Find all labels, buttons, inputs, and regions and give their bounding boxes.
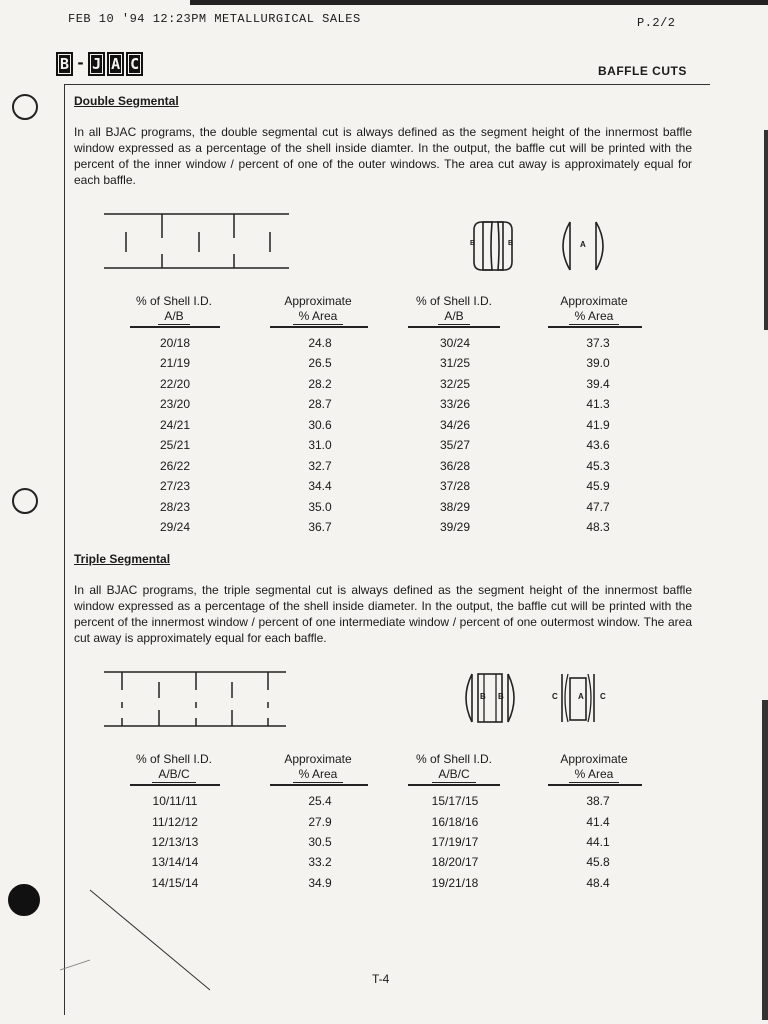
page-number: T-4 [372,972,390,986]
table-cell: 31/25 [439,356,471,370]
table-cell: 30.6 [308,418,332,432]
double-diagram-label-a: A [580,240,586,249]
table-cell: 26/22 [159,459,191,473]
double-col1-header [118,294,230,325]
table-cell: 47.7 [586,500,610,514]
table-cell: 28/23 [159,500,191,514]
table-cell: 32/25 [439,377,471,391]
triple-baffle-b-diagram [460,668,522,730]
triple-diagram-label-c: C [552,692,558,701]
double-header-rule [130,326,220,328]
triple-diagram-label-b: B [498,692,504,701]
table-cell: 31.0 [308,438,332,452]
triple-header-rule [270,784,368,786]
table-cell: 39.0 [586,356,610,370]
fax-page-count: P.2/2 [637,16,676,30]
table-cell: 36/28 [439,459,471,473]
table-cell: 21/19 [159,356,191,370]
table-cell: 38/29 [439,500,471,514]
table-cell: 30/24 [439,336,471,350]
triple-header-rule [408,784,500,786]
col-header-line: % of Shell I.D. [415,294,493,308]
table-cell: 34/26 [439,418,471,432]
table-cell: 22/20 [159,377,191,391]
table-cell: 39/29 [439,520,471,534]
triple-header-rule [130,784,220,786]
fax-top-bar [190,0,768,5]
table-cell: 48.3 [586,520,610,534]
table-cell: 41.9 [586,418,610,432]
table-cell: 14/15/14 [151,876,199,890]
table-cell: 45.3 [586,459,610,473]
table-cell: 45.9 [586,479,610,493]
table-cell: 35.0 [308,500,332,514]
col-header-line: A/B [158,309,189,325]
double-header-rule [548,326,642,328]
section-label: BAFFLE CUTS [598,64,687,78]
logo-letter: A [107,52,124,76]
table-cell: 32.7 [308,459,332,473]
table-cell: 33/26 [439,397,471,411]
col-header-line: % Area [569,767,620,783]
table-cell: 16/18/16 [431,815,479,829]
table-cell: 35/27 [439,438,471,452]
col-header-line: Approximate [560,752,628,766]
double-segmental-heading: Double Segmental [74,94,179,108]
double-segmental-paragraph: In all BJAC programs, the double segmental cut is always defined as the segment height of the innermost baffle window expressed as a percentage of the shell inside diamter. In the output, the baffle cut will be printed with the percent of the inner window / percent of one of the outer windows. The area cut away is approximately equal for each baffle. [74,125,692,187]
col-header-line: % Area [569,309,620,325]
table-cell: 27.9 [308,815,332,829]
table-cell: 30.5 [308,835,332,849]
col-header-line: A/B/C [152,767,195,783]
col-header-line: Approximate [284,294,352,308]
table-cell: 25.4 [308,794,332,808]
col-header-line: % Area [293,309,344,325]
table-cell: 43.6 [586,438,610,452]
triple-diagram-label-b: B [480,692,486,701]
double-header-rule [270,326,368,328]
triple-col3-header [398,752,510,783]
table-cell: 27/23 [159,479,191,493]
col-header-line: % of Shell I.D. [415,752,493,766]
col-header-line: Approximate [560,294,628,308]
triple-col2-header [262,752,374,783]
triple-header-rule [548,784,642,786]
table-cell: 45.8 [586,855,610,869]
table-cell: 19/21/18 [431,876,479,890]
fax-artifact-lines [60,880,220,1000]
table-cell: 11/12/12 [152,815,198,829]
triple-baffle-side-diagram [104,668,286,730]
table-cell: 41.4 [586,815,610,829]
table-cell: 18/20/17 [431,855,479,869]
table-cell: 41.3 [586,397,610,411]
logo-letter: - [76,54,86,72]
col-header-line: Approximate [284,752,352,766]
col-header-line: A/B [438,309,469,325]
table-cell: 20/18 [159,336,191,350]
table-cell: 28.7 [308,397,332,411]
table-cell: 15/17/15 [431,794,479,808]
table-cell: 25/21 [159,438,191,452]
table-cell: 34.9 [308,876,332,890]
table-cell: 24.8 [308,336,332,350]
triple-col4-header [538,752,650,783]
double-baffle-side-diagram [104,210,289,272]
table-cell: 26.5 [308,356,332,370]
double-col2-header [262,294,374,325]
fax-header-text: FEB 10 '94 12:23PM METALLURGICAL SALES [68,12,361,26]
punch-hole-bottom [8,884,40,916]
triple-diagram-label-a: A [578,692,584,701]
table-cell: 13/14/14 [151,855,199,869]
fax-header [0,10,768,28]
double-col3-header [398,294,510,325]
logo-letter: C [126,52,143,76]
col-header-line: A/B/C [432,767,475,783]
table-cell: 44.1 [586,835,610,849]
table-cell: 37/28 [439,479,471,493]
col-header-line: % Area [293,767,344,783]
triple-segmental-heading: Triple Segmental [74,552,171,566]
table-cell: 24/21 [159,418,191,432]
page-edge-shadow [764,130,768,330]
table-cell: 37.3 [586,336,610,350]
triple-diagram-label-c: C [600,692,606,701]
col-header-line: % of Shell I.D. [135,752,213,766]
table-cell: 17/19/17 [431,835,479,849]
triple-segmental-paragraph: In all BJAC programs, the triple segmental cut is always defined as the segment height of the innermost baffle window expressed as a percentage of the shell inside diameter. In the output, the baffle cut will be printed with the percent of the innermost window / percent of one intermediate window / percent of one outermost window. The area cut away is approximately equal for each baffle. [74,583,692,645]
page-edge-shadow-lower [762,700,768,1020]
table-cell: 36.7 [308,520,332,534]
double-col4-header [538,294,650,325]
table-cell: 29/24 [159,520,191,534]
double-baffle-outer-diagram [470,218,530,278]
triple-col1-header [118,752,230,783]
table-cell: 23/20 [159,397,191,411]
punch-hole-middle [12,488,38,514]
table-cell: 48.4 [586,876,610,890]
double-diagram-label-b: B [470,240,476,247]
table-cell: 10/11/11 [152,794,198,808]
col-header-line: % of Shell I.D. [135,294,213,308]
bjac-logo [56,52,143,74]
table-cell: 12/13/13 [151,835,199,849]
table-cell: 28.2 [308,377,332,391]
logo-letter: B [56,52,73,76]
table-cell: 33.2 [308,855,332,869]
double-header-rule [408,326,500,328]
punch-hole-top [12,94,38,120]
logo-letter: J [88,52,105,76]
double-diagram-label-b: B [508,240,514,247]
table-cell: 39.4 [586,377,610,391]
table-cell: 38.7 [586,794,610,808]
table-cell: 34.4 [308,479,332,493]
